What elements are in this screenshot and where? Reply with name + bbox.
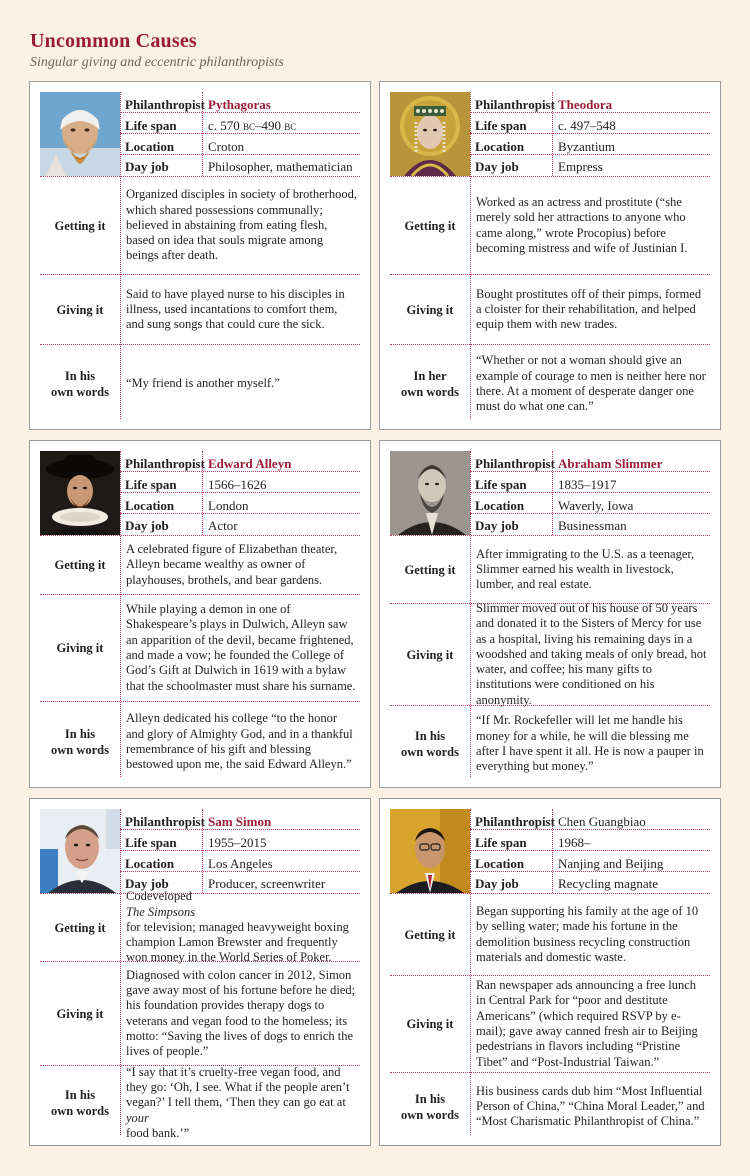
giving-it-label: Giving it bbox=[406, 302, 454, 317]
page-subtitle: Singular giving and eccentric philanthropists bbox=[30, 55, 284, 70]
life-span-label: Life span bbox=[475, 835, 527, 850]
philanthropist-name: Edward Alleyn bbox=[208, 456, 292, 471]
philanthropist-name: Chen Guangbiao bbox=[558, 814, 646, 829]
life-span-label: Life span bbox=[125, 477, 177, 492]
philanthropist-name: Abraham Slimmer bbox=[558, 456, 663, 471]
day-job-label: Day job bbox=[125, 876, 169, 891]
own-words-label: In his own words bbox=[51, 1088, 109, 1118]
day-job-value: Philosopher, mathematician bbox=[208, 159, 353, 174]
day-job-value: Producer, screenwriter bbox=[208, 876, 326, 891]
page-title: Uncommon Causes bbox=[30, 30, 197, 52]
day-job-value: Empress bbox=[558, 159, 603, 174]
getting-it-text: A celebrated figure of Elizabethan theater, Alleyn became wealthy as owner of playhouses, brothels, and bear gardens. bbox=[126, 542, 338, 587]
day-job-label: Day job bbox=[125, 518, 169, 533]
philanthropist-label: Philanthropist bbox=[125, 97, 205, 112]
location-value: Nanjing and Beijing bbox=[558, 856, 664, 871]
philanthropist-card-edward-alleyn bbox=[29, 440, 371, 788]
life-span-value: c. 570 bc–490 bc bbox=[208, 118, 297, 133]
portrait-image bbox=[40, 451, 120, 535]
day-job-label: Day job bbox=[475, 876, 519, 891]
location-value: Waverly, Iowa bbox=[558, 498, 634, 513]
giving-it-label: Giving it bbox=[56, 1006, 104, 1021]
day-job-value: Businessman bbox=[558, 518, 627, 533]
giving-it-text: Said to have played nurse to his disciples in illness, used incantations to comfort them, and sung songs that could cure the sick. bbox=[126, 286, 345, 332]
giving-it-label: Giving it bbox=[406, 647, 454, 662]
giving-it-label: Giving it bbox=[406, 1017, 454, 1031]
giving-it-label: Giving it bbox=[56, 641, 104, 655]
giving-it-text: Bought prostitutes off of their pimps, formed a cloister for their rehabilitation, and helped equip them with new trades. bbox=[476, 286, 702, 332]
philanthropist-card-sam-simon bbox=[29, 798, 371, 1146]
getting-it-text: Began supporting his family at the age of 10 by selling water; made his fortune in the demolition business recycling construction materials and domestic waste. bbox=[476, 903, 699, 964]
own-words-label: In his own words bbox=[51, 727, 109, 757]
getting-it-label: Getting it bbox=[54, 920, 106, 935]
life-span-value: 1968– bbox=[558, 835, 591, 850]
life-span-value: 1566–1626 bbox=[208, 477, 267, 492]
location-value: Croton bbox=[208, 139, 245, 154]
giving-it-text: Slimmer moved out of his house of 50 years and donated it to the Sisters of Mercy for use as a hospital, living his remaining days in a woodshed and taking meals of only bread, hot water, and coffee; his many gifts to institutions were conditioned on his anonymity. bbox=[476, 600, 707, 707]
location-value: London bbox=[208, 498, 249, 513]
day-job-label: Day job bbox=[475, 159, 519, 174]
getting-it-label: Getting it bbox=[404, 562, 456, 577]
life-span-label: Life span bbox=[475, 477, 527, 492]
getting-it-text: Codeveloped The Simpsons for television; managed heavyweight boxing champion Lamon Brewster and frequently won money in the World Series of Poker. bbox=[126, 889, 349, 965]
location-label: Location bbox=[125, 139, 175, 154]
location-value: Los Angeles bbox=[208, 856, 273, 871]
location-label: Location bbox=[475, 498, 525, 513]
philanthropist-name: Pythagoras bbox=[208, 97, 271, 112]
getting-it-label: Getting it bbox=[54, 558, 106, 572]
portrait-image bbox=[390, 451, 470, 535]
location-label: Location bbox=[125, 498, 175, 513]
philanthropist-card-abraham-slimmer bbox=[379, 440, 721, 788]
life-span-value: 1955–2015 bbox=[208, 835, 267, 850]
life-span-label: Life span bbox=[125, 835, 177, 850]
own-words-label: In her own words bbox=[401, 369, 459, 399]
day-job-label: Day job bbox=[125, 159, 169, 174]
life-span-label: Life span bbox=[125, 118, 177, 133]
philanthropist-card-theodora bbox=[379, 81, 721, 430]
giving-it-text: Ran newspaper ads announcing a free lunch in Central Park for “poor and destitute Americans” (which required RSVP by e-mail); gave away canned fresh air to Beijing pedestrians in flavors including “Pristine Tibet” and “Post-Industrial Taiwan.” bbox=[476, 978, 698, 1069]
getting-it-text: After immigrating to the U.S. as a teenager, Slimmer earned his wealth in livestock, lumber, and real estate. bbox=[476, 546, 695, 592]
portrait-image bbox=[40, 92, 120, 176]
portrait-image bbox=[390, 809, 470, 893]
philanthropist-card-chen-guangbiao bbox=[379, 798, 721, 1146]
own-words-text: “I say that it’s cruelty-free vegan food, and they go: ‘Oh, I see. What if the people aren’t vegan?’ I tell them, ‘Then they can go eat at your food bank.’” bbox=[126, 1064, 350, 1140]
philanthropist-name: Theodora bbox=[558, 97, 613, 112]
getting-it-label: Getting it bbox=[404, 927, 456, 942]
philanthropist-label: Philanthropist bbox=[475, 814, 555, 829]
day-job-value: Recycling magnate bbox=[558, 876, 658, 891]
own-words-text: “My friend is another myself.” bbox=[126, 376, 280, 391]
portrait-image bbox=[40, 809, 120, 893]
philanthropist-name: Sam Simon bbox=[208, 814, 272, 829]
philanthropist-label: Philanthropist bbox=[475, 97, 555, 112]
location-value: Byzantium bbox=[558, 139, 616, 154]
getting-it-text: Worked as an actress and prostitute (“she merely sold her attractions to anyone who came along,” wrote Procopius) before becoming mistress and wife of Justinian I. bbox=[476, 194, 688, 255]
life-span-label: Life span bbox=[475, 118, 527, 133]
own-words-text: His business cards dub him “Most Influential Person of China,” “China Moral Leader,” and “Most Charismatic Philanthropist of China.” bbox=[476, 1083, 705, 1129]
location-label: Location bbox=[475, 856, 525, 871]
giving-it-text: Diagnosed with colon cancer in 2012, Simon gave away most of his fortune before he died; his foundation provides therapy dogs to veterans and vegan food to the homeless; its motto: “Saving the lives of dogs to enrich the lives of people.” bbox=[126, 967, 356, 1059]
day-job-label: Day job bbox=[475, 518, 519, 533]
own-words-label: In his own words bbox=[401, 729, 459, 759]
own-words-text: Alleyn dedicated his college “to the honor and glory of Almighty God, and in a thankful remembrance of his gift and blessing bestowed upon me, the said Edward Alleyn.” bbox=[126, 711, 353, 772]
location-label: Location bbox=[475, 139, 525, 154]
giving-it-text: While playing a demon in one of Shakespeare’s plays in Dulwich, Alleyn saw an apparition of the devil, became frightened, and made a vow; he founded the College of God’s Gift at Dulwich in 1619 with a bylaw that the schoolmaster must share his surname. bbox=[126, 602, 356, 693]
getting-it-label: Getting it bbox=[404, 218, 456, 233]
location-label: Location bbox=[125, 856, 175, 871]
portrait-image bbox=[390, 92, 470, 176]
day-job-value: Actor bbox=[208, 518, 238, 533]
own-words-text: “If Mr. Rockefeller will let me handle his money for a while, he will die blessing me after I have spent it all. He is now a pauper in everything but money.” bbox=[476, 713, 704, 774]
own-words-label: In his own words bbox=[51, 369, 109, 399]
giving-it-label: Giving it bbox=[56, 302, 104, 317]
philanthropist-card-pythagoras bbox=[29, 81, 371, 430]
getting-it-text: Organized disciples in society of brotherhood, which shared possessions communally; believed in abstaining from eating flesh, based on idea that souls migrate among beings after death. bbox=[126, 187, 357, 263]
life-span-value: 1835–1917 bbox=[558, 477, 617, 492]
philanthropist-label: Philanthropist bbox=[125, 456, 205, 471]
getting-it-label: Getting it bbox=[54, 218, 106, 233]
philanthropist-label: Philanthropist bbox=[125, 814, 205, 829]
own-words-label: In his own words bbox=[401, 1091, 459, 1122]
life-span-value: c. 497–548 bbox=[558, 118, 616, 133]
own-words-text: “Whether or not a woman should give an example of courage to men is neither here nor there. At a moment of desperate danger one must do what one can.” bbox=[476, 353, 706, 414]
philanthropist-label: Philanthropist bbox=[475, 456, 555, 471]
